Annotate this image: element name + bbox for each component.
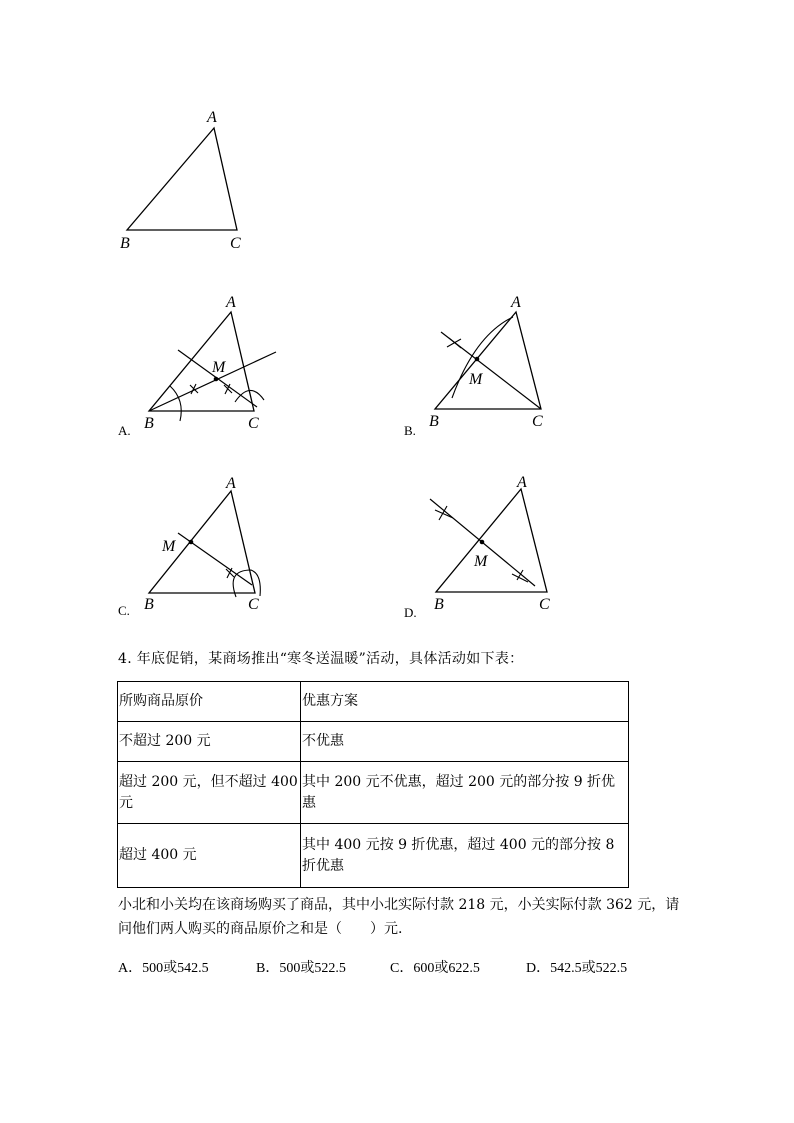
table-cell: 其中 200 元不优惠，超过 200 元的部分按 9 折优惠 [301,762,629,824]
choice-d[interactable] [526,957,627,977]
construction-arc [452,317,513,398]
choice-b[interactable] [256,957,346,977]
option-d-letter: D. [404,605,417,620]
header-cell-price: 所购商品原价 [118,682,301,722]
triangle-abc [149,312,254,411]
choice-label: A． [118,961,143,976]
header-cell-scheme: 优惠方案 [301,682,629,722]
triangle-abc [127,128,237,230]
triangle-abc [436,489,547,592]
triangle-abc [435,312,541,409]
label-b: B [434,596,444,613]
choice-label: B． [256,961,280,976]
choice-value: 500或522.5 [279,961,346,976]
cross-mark-2 [512,570,528,582]
option-d-figure [425,470,575,620]
label-c: C [248,596,259,613]
choice-value: 500或542.5 [142,961,209,976]
point-m [189,540,194,545]
table-row [118,762,629,824]
label-a: A [207,109,217,126]
option-c-figure [140,470,290,620]
table-cell: 其中 400 元按 9 折优惠，超过 400 元的部分按 8 折优惠 [301,824,629,888]
table-cell: 不超过 200 元 [118,722,301,762]
label-b: B [429,413,439,430]
label-a: A [517,474,527,491]
point-m [475,357,480,362]
table-cell: 超过 200 元，但不超过 400 元 [118,762,301,824]
label-m: M [162,538,176,555]
label-b: B [144,596,154,613]
label-c: C [532,413,543,430]
label-c: C [248,415,259,432]
table-cell: 不优惠 [301,722,629,762]
question-title: 4. 年底促销，某商场推出“寒冬送温暖”活动，具体活动如下表： [118,651,524,667]
table-row [118,824,629,888]
choice-a[interactable] [118,957,209,977]
option-b-letter: B. [404,423,416,438]
label-m: M [469,371,483,388]
choice-value: 542.5或522.5 [550,961,628,976]
label-a: A [511,294,521,311]
label-b: B [120,235,130,252]
cross-mark-1 [435,506,453,520]
arc-at-b [170,386,181,421]
main-triangle-figure [110,100,270,260]
option-a-figure [140,290,290,440]
label-a: A [226,475,236,492]
point-m [480,540,485,545]
choice-value: 600或622.5 [413,961,480,976]
option-b-figure [425,290,575,440]
choice-label: D． [526,961,551,976]
choice-c[interactable] [390,957,480,977]
option-c-letter: C. [118,603,130,618]
table-cell: 超过 400 元 [118,824,301,888]
problem-statement: 小北和小关均在该商场购买了商品，其中小北实际付款 218 元，小关实际付款 362 元，请问他们两人购买的商品原价之和是（ ）元. [118,897,680,937]
label-c: C [230,235,241,252]
label-m: M [212,359,226,376]
label-c: C [539,596,550,613]
label-a: A [226,294,236,311]
label-m: M [474,553,488,570]
option-a-letter: A. [118,423,131,438]
table-row [118,722,629,762]
choice-label: C． [390,961,414,976]
point-m [214,377,219,382]
table-header-row [118,682,629,722]
promotion-table [117,681,629,888]
label-b: B [144,415,154,432]
cross-mark [447,338,461,348]
